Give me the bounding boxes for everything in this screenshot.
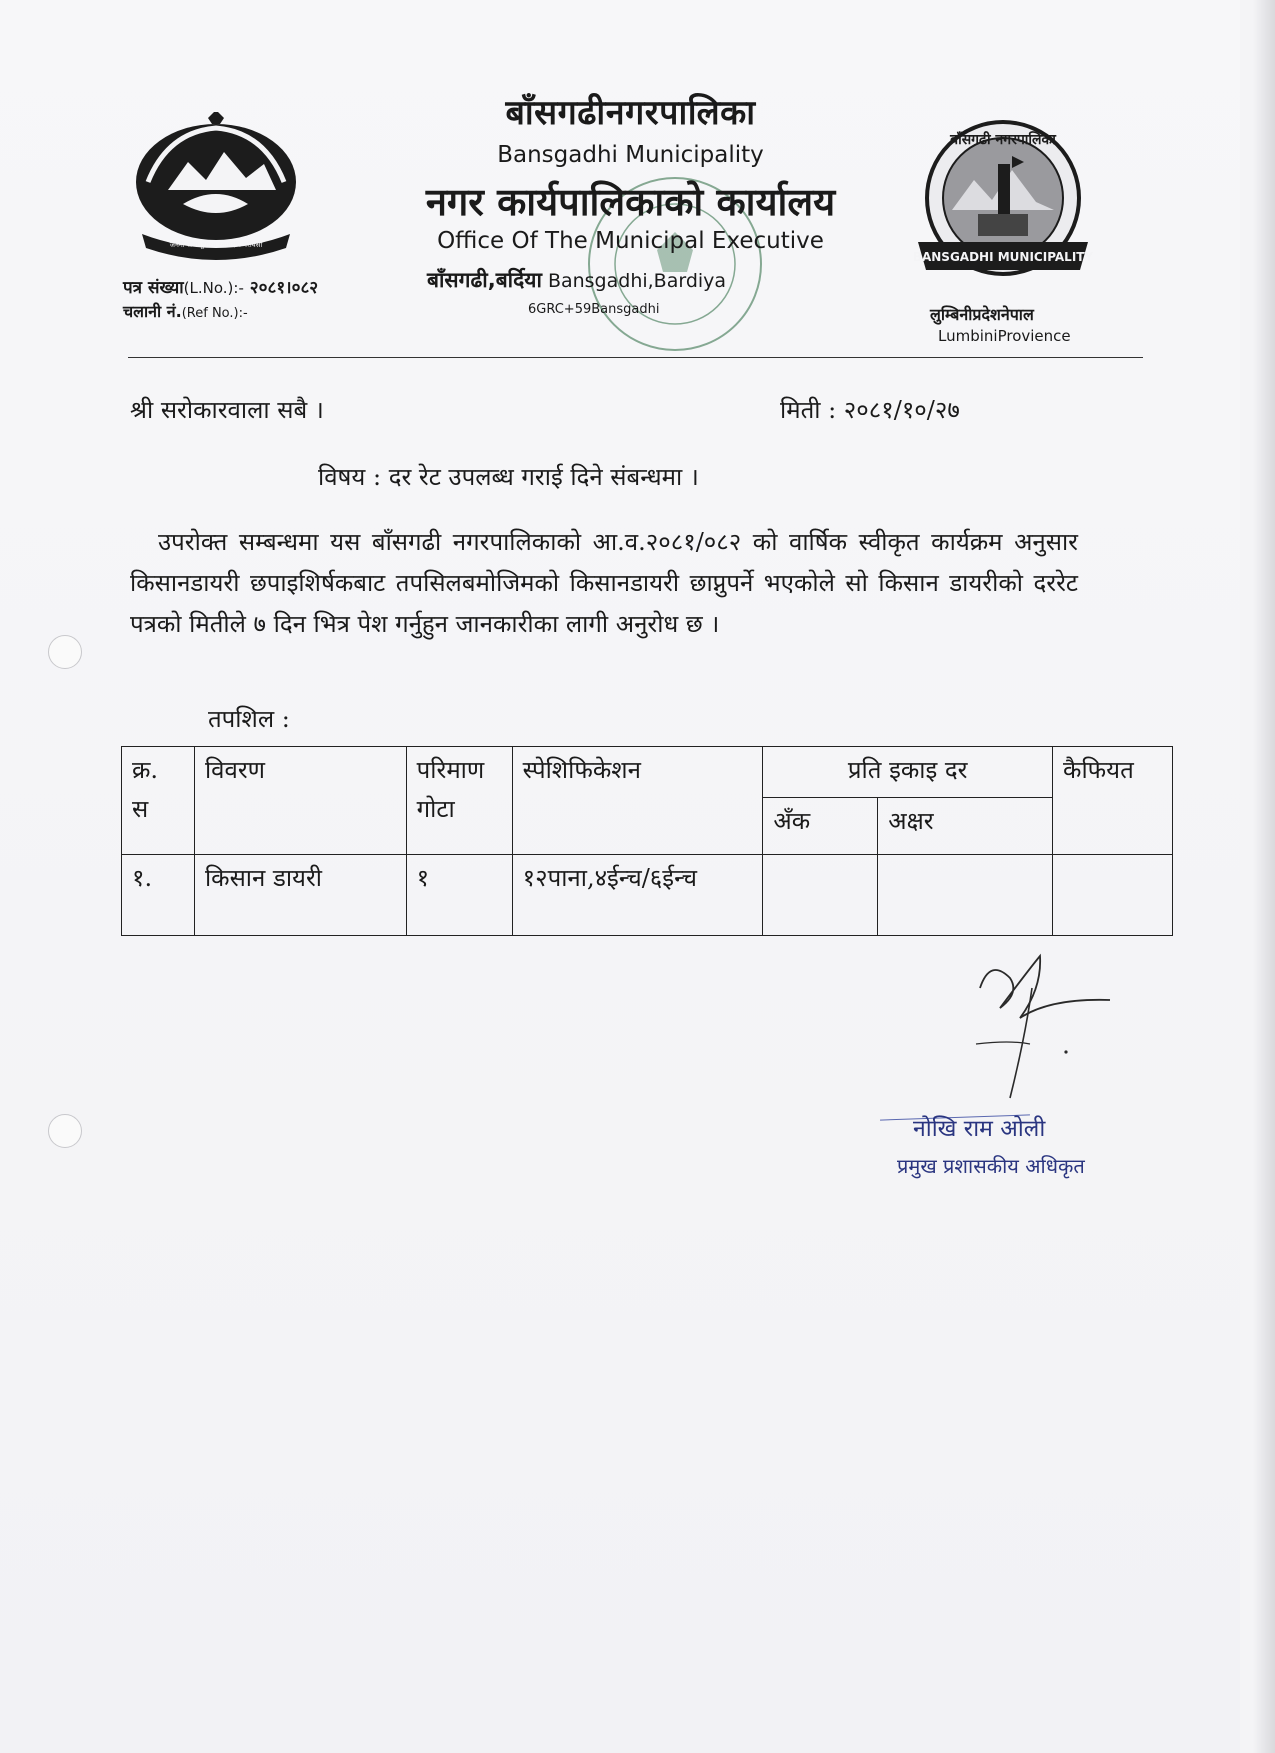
header-specification: स्पेशिफिकेशन — [512, 747, 763, 855]
letter-number-label-np: पत्र संख्या — [123, 278, 184, 298]
header-description: विवरण — [194, 747, 406, 855]
letter-date: मिती : २०८१/१०/२७ — [780, 396, 960, 424]
details-table — [121, 746, 1173, 936]
letter-number-value: २०८१।०८२ — [249, 278, 319, 298]
emblem-motto: जननी जन्मभूमिश्च स्वर्गादपि गरीयसी — [169, 241, 263, 249]
header-quantity-line2: गोटा — [416, 795, 455, 823]
ref-number-label-en: (Ref No.):- — [181, 306, 248, 321]
address — [427, 266, 726, 294]
office-name-en: Office Of The Municipal Executive — [437, 228, 824, 254]
header-sn-line1: क्र. — [132, 756, 159, 784]
cell-specification: १२पाना,४ईन्च/६ईन्च — [512, 855, 763, 936]
header-sn — [122, 747, 195, 855]
header-quantity-line1: परिमाण — [416, 756, 485, 784]
letter-body: उपरोक्त सम्बन्धमा यस बाँसगढी नगरपालिकाको आ.व.२०८१/०८२ को वार्षिक स्वीकृत कार्यक्रम अनुसार किसानडायरी छपाइशिर्षकबाट तपसिलबमोजिमको किसानडायरी छाप्नुपर्ने भएकोले सो किसान डायरीको दररेट पत्रको मितीले ७ दिन भित्र पेश गर्नुहुन जानकारीका लागी अनुरोध छ । — [130, 528, 1078, 638]
table-row — [122, 855, 1173, 936]
recipient: श्री सरोकारवाला सबै । — [130, 396, 324, 424]
logo-banner-text: BANSGADHI MUNICIPALITY — [912, 250, 1094, 264]
cell-sn: १. — [122, 855, 195, 936]
office-name-np: नगर कार्यपालिकाको कार्यालय — [425, 180, 836, 224]
header-divider — [128, 357, 1143, 358]
ref-number — [123, 300, 248, 322]
cell-rate-words — [878, 855, 1053, 936]
scan-edge — [1253, 0, 1275, 1753]
cell-rate-figures — [763, 855, 878, 936]
cell-remarks — [1053, 855, 1173, 936]
cell-description: किसान डायरी — [194, 855, 406, 936]
header-rate: प्रति इकाइ दर — [763, 747, 1053, 798]
header-rate-words: अक्षर — [878, 798, 1053, 855]
details-heading: तपशिल : — [208, 705, 290, 733]
ref-number-label-np: चलानी नं. — [123, 302, 182, 321]
plus-code: 6GRC+59Bansgadhi — [528, 302, 660, 317]
signatory-title: प्रमुख प्रशासकीय अधिकृत — [897, 1154, 1085, 1178]
header-rate-figures: अँक — [763, 798, 878, 855]
letter-number — [123, 275, 318, 298]
municipality-name-en: Bansgadhi Municipality — [497, 142, 764, 168]
municipality-name-np: बाँसगढीनगरपालिका — [505, 93, 756, 133]
punch-hole — [48, 1114, 82, 1148]
address-np: बाँसगढी,बर्दिया — [427, 268, 542, 292]
letter-number-label-en: (L.No.):- — [183, 279, 244, 297]
logo-ring-text: बाँसगढी नगरपालिका — [950, 132, 1056, 148]
header-sn-line2: स — [132, 795, 149, 823]
province-np: लुम्बिनीप्रदेशनेपाल — [930, 305, 1034, 324]
signature-icon — [970, 948, 1120, 1108]
table-header-row — [122, 747, 1173, 798]
province-en: LumbiniProvience — [938, 327, 1071, 345]
punch-hole — [48, 635, 82, 669]
header-quantity — [406, 747, 512, 855]
header-remarks: कैफियत — [1053, 747, 1173, 855]
signatory-name: नोखि राम ओली — [913, 1116, 1046, 1142]
cell-quantity: १ — [406, 855, 512, 936]
letter-subject: विषय : दर रेट उपलब्ध गराई दिने संबन्धमा । — [318, 463, 699, 491]
address-en: Bansgadhi,Bardiya — [547, 270, 727, 292]
